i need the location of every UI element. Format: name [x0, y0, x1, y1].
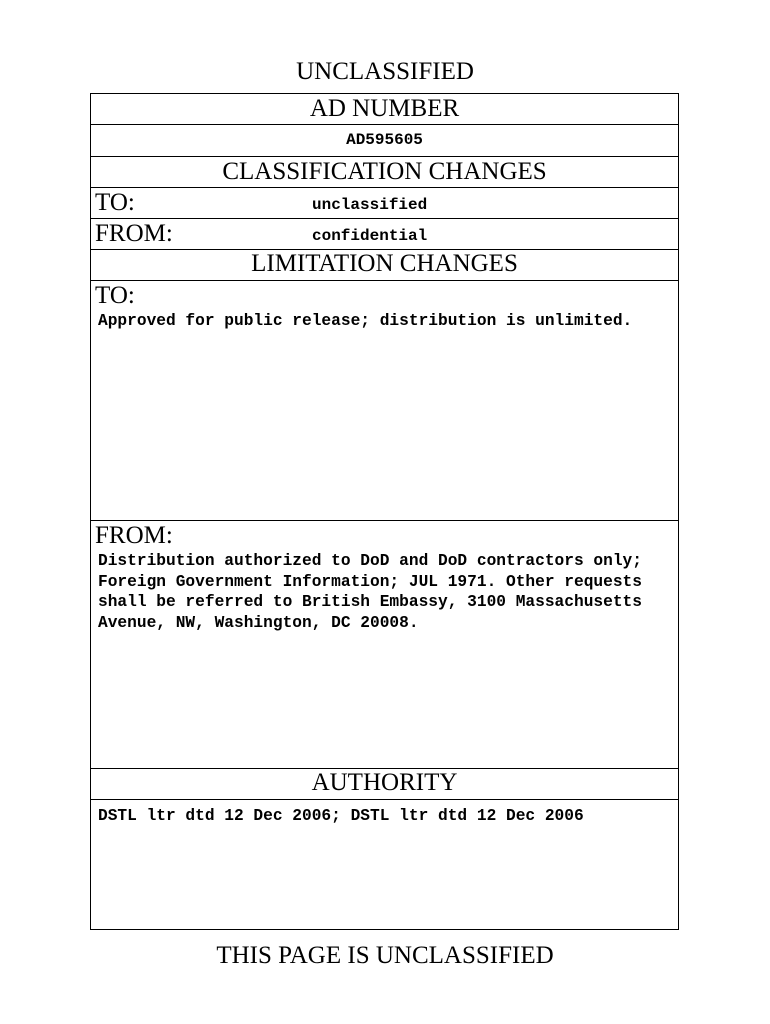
classification-from-value: confidential [312, 227, 428, 245]
ad-number-heading: AD NUMBER [309, 95, 460, 122]
limitation-from-text: Distribution authorized to DoD and DoD contractors only; Foreign Government Information; JUL 1971. Other requests shall be referred to British Embassy, 3100 Massachusetts Avenue, NW, Washington, DC 20008. [98, 552, 642, 632]
divider [91, 124, 678, 125]
divider [91, 799, 678, 800]
classification-to-label: TO: [95, 189, 135, 216]
divider [91, 280, 678, 281]
bottom-classification-banner: THIS PAGE IS UNCLASSIFIED [216, 942, 554, 969]
limitation-changes-heading: LIMITATION CHANGES [251, 250, 518, 277]
classification-to-value: unclassified [312, 196, 428, 214]
divider [91, 520, 678, 521]
document-form [90, 93, 679, 930]
limitation-to-text: Approved for public release; distribution is unlimited. [98, 312, 633, 330]
classification-changes-heading: CLASSIFICATION CHANGES [222, 158, 547, 185]
top-classification-banner: UNCLASSIFIED [296, 58, 474, 85]
authority-text: DSTL ltr dtd 12 Dec 2006; DSTL ltr dtd 12 Dec 2006 [98, 807, 584, 825]
divider [91, 187, 678, 188]
limitation-from-label: FROM: [95, 522, 173, 549]
ad-number-value: AD595605 [346, 131, 423, 149]
classification-from-label: FROM: [95, 220, 173, 247]
divider [91, 218, 678, 219]
authority-heading: AUTHORITY [311, 769, 458, 796]
limitation-to-label: TO: [95, 282, 135, 309]
